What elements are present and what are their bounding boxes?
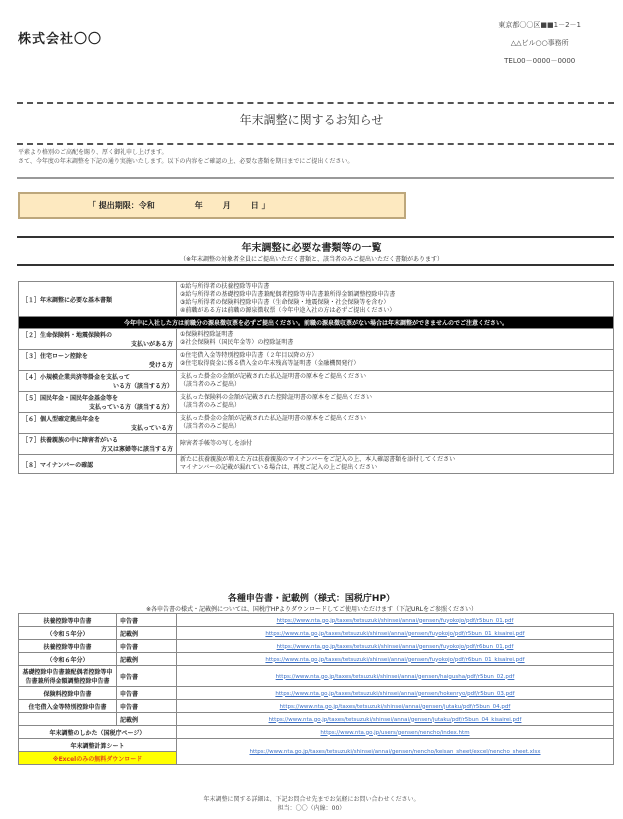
description-line: 障害者手帳等の写しを添付 [180, 440, 253, 447]
document-description [177, 329, 614, 350]
documents-list-title: 年末調整に必要な書類等の一覧 [241, 243, 382, 254]
guide-url-cell [177, 726, 614, 739]
form-row [19, 614, 614, 627]
category-label-2: いる方（該当する方） [112, 383, 173, 390]
form-type: 申告書 [117, 666, 177, 687]
form-link[interactable]: https://www.nta.go.jp/taxes/tetsuzuki/shinsei/annai/gensen/fuyokojo/pdf/r5bun_01_kisairei.pdf [265, 630, 525, 637]
form-row [19, 640, 614, 653]
category-label-2: 支払っている方（該当する方） [88, 404, 173, 411]
form-name: 扶養控除等申告書 [19, 614, 117, 627]
description-line: ②社会保険料（国民年金等）の控除証明書 [180, 339, 294, 346]
form-name: 基礎控除申告書兼配偶者控除等申告書兼所得金額調整控除申告書 [19, 666, 117, 687]
form-url-cell [177, 640, 614, 653]
form-type: 記載例 [117, 653, 177, 666]
footer-line-1: 年末調整に関する詳細は、下記お問合せ先までお気軽にお問い合わせください。 [203, 796, 420, 803]
document-row [19, 282, 614, 317]
documents-list-subtitle: （※年末調整の対象者全員にご提出いただく書類と、該当者のみご提出いただく書類があります） [179, 256, 444, 263]
description-line: ①保険料控除証明書 [180, 331, 234, 338]
footer [0, 795, 623, 813]
company-name: 株式会社〇〇 [18, 32, 103, 47]
intro-line-1: 平素より格別のご高配を賜り、厚く御礼申し上げます。 [18, 149, 168, 156]
deadline-label: 「 提出期限：令和 [88, 201, 155, 210]
form-url-cell [177, 614, 614, 627]
document-row [19, 413, 614, 434]
description-line: ①住宅借入金等特別控除申告書（２年目以降の方） [180, 352, 318, 359]
document-category [19, 413, 177, 434]
category-label: ［７］扶養親族の中に障害者がいる [22, 437, 119, 444]
divider [17, 264, 614, 266]
form-name [19, 713, 117, 726]
category-label: ［６］個人型確定拠出年金を [22, 416, 101, 423]
form-url-cell [177, 713, 614, 726]
form-name: 保険料控除申告書 [19, 687, 117, 700]
document-row [19, 350, 614, 371]
form-url-cell [177, 627, 614, 640]
description-line: ①給与所得者の扶養控除等申告書 [180, 283, 270, 290]
form-link[interactable]: https://www.nta.go.jp/taxes/tetsuzuki/shinsei/annai/gensen/fuyokojo/pdf/r6bun_01.pdf [276, 643, 514, 650]
notice-bar-row [19, 317, 614, 329]
form-type: 申告書 [117, 640, 177, 653]
guide-label: 年末調整のしかた（国税庁ページ） [19, 726, 177, 739]
form-row [19, 666, 614, 687]
document-category [19, 350, 177, 371]
divider [17, 143, 614, 145]
document-description [177, 392, 614, 413]
document-description [177, 434, 614, 455]
form-url-cell [177, 687, 614, 700]
form-url-cell [177, 666, 614, 687]
document-description [177, 371, 614, 392]
form-row [19, 700, 614, 713]
form-link[interactable]: https://www.nta.go.jp/taxes/tetsuzuki/shinsei/annai/gensen/haigusha/pdf/r5bun_02.pdf [275, 673, 515, 680]
notice-title: 年末調整に関するお知らせ [239, 113, 384, 127]
document-description [177, 282, 614, 317]
document-row [19, 371, 614, 392]
description-line: （該当者のみご提出） [180, 423, 241, 430]
form-url-cell [177, 700, 614, 713]
description-line: 新たに扶養親族が増えた方は扶養親族のマイナンバーをご記入の上、本人確認書類を添付してください [180, 456, 456, 463]
form-type: 記載例 [117, 627, 177, 640]
sheet-row [19, 739, 614, 752]
company-address [498, 16, 581, 70]
form-link[interactable]: https://www.nta.go.jp/taxes/tetsuzuki/shinsei/annai/gensen/fuyokojo/pdf/r5bun_01.pdf [276, 617, 514, 624]
forms-subtitle: ※各申告書の様式・記載例については、国税庁HPよりダウンロードしてご使用いただけます（下記URLをご参照ください） [146, 606, 477, 613]
sheet-url-cell [177, 739, 614, 765]
footer-line-2: 担当：〇〇（内線：00） [277, 805, 346, 812]
guide-row [19, 726, 614, 739]
deadline-year: 年 [194, 201, 203, 210]
form-type: 申告書 [117, 700, 177, 713]
form-type: 記載例 [117, 713, 177, 726]
form-link[interactable]: https://www.nta.go.jp/taxes/tetsuzuki/shinsei/annai/gensen/fuyokojo/pdf/r6bun_01_kisairei.pdf [265, 656, 525, 663]
form-row [19, 627, 614, 640]
divider [17, 102, 614, 104]
description-line: （該当者のみご提出） [180, 381, 241, 388]
description-line: （該当者のみご提出） [180, 402, 241, 409]
document-row [19, 455, 614, 474]
form-type: 申告書 [117, 687, 177, 700]
form-url-cell [177, 653, 614, 666]
divider [17, 236, 614, 238]
category-label: ［５］国民年金・国民年金基金等を [22, 395, 119, 402]
form-link[interactable]: https://www.nta.go.jp/taxes/tetsuzuki/shinsei/annai/gensen/hokenryo/pdf/r5bun_03.pdf [275, 690, 515, 697]
phone-number: TEL00－0000－0000 [504, 57, 576, 65]
document-row [19, 392, 614, 413]
forms-title: 各種申告書・記載例（様式：国税庁HP） [227, 594, 396, 604]
form-type: 申告書 [117, 614, 177, 627]
description-line: 支払った掛金の金額が記載された払込証明書の原本をご提出ください [180, 415, 367, 422]
category-label-2: 受ける方 [148, 362, 173, 369]
description-line: ②給与所得者の基礎控除申告書兼配偶者控除等申告書兼所得金額調整控除申告書 [180, 291, 396, 298]
description-line: マイナンバーの記載が漏れている場合は、再度ご記入の上ご提出ください [180, 464, 378, 471]
sheet-link[interactable]: https://www.nta.go.jp/taxes/tetsuzuki/shinsei/annai/gensen/nencho/keisan_sheet/excel/nencho_sheet.xlsx [249, 749, 541, 755]
category-label-2: 方又は寡婦等に該当する方 [100, 446, 173, 453]
description-line: ②住宅取得資金に係る借入金の年末残高等証明書（金融機関発行） [180, 360, 360, 367]
notice-bar: 今年中に入社した方は前職分の源泉徴収票を必ずご提出ください。前職の源泉徴収票がない場合は年末調整ができませんのでご注意ください。 [19, 317, 614, 329]
description-line: 支払った保険料の金額が記載された控除証明書の原本をご提出ください [180, 394, 373, 401]
document-description [177, 413, 614, 434]
category-label: ［４］小規模企業共済等掛金を支払って [22, 374, 131, 381]
form-name: （令和５年分） [19, 627, 117, 640]
document-category [19, 455, 177, 474]
document-category [19, 282, 177, 317]
sheet-highlight: ※Excelのみの無料ダウンロード [19, 752, 177, 765]
deadline-month: 月 [222, 201, 231, 210]
document-category [19, 371, 177, 392]
forms-table [18, 613, 614, 765]
form-name: 住宅借入金等特別控除申告書 [19, 700, 117, 713]
document-description [177, 455, 614, 474]
category-label: ［８］マイナンバーの確認 [22, 461, 94, 469]
document-category [19, 434, 177, 455]
category-label-2: 支払っている方 [130, 425, 173, 432]
document-category [19, 329, 177, 350]
intro-line-2: さて、今年度の年末調整を下記の通り実施いたします。以下の内容をご確認の上、必要な書類を期日までにご提出ください。 [18, 158, 354, 165]
document-row [19, 329, 614, 350]
form-row [19, 653, 614, 666]
form-link[interactable]: https://www.nta.go.jp/taxes/tetsuzuki/shinsei/annai/gensen/jutaku/pdf/r5bun_04_kisairei.pdf [268, 716, 522, 723]
sheet-label: 年末調整計算シート [19, 739, 177, 752]
deadline-day: 日 」 [250, 201, 270, 210]
address-line-2: △△ビル○○事務所 [510, 39, 569, 47]
form-row [19, 713, 614, 726]
intro-text [18, 148, 353, 166]
form-name: 扶養控除等申告書 [19, 640, 117, 653]
form-link[interactable]: https://www.nta.go.jp/taxes/tetsuzuki/shinsei/annai/gensen/jutaku/pdf/r5bun_04.pdf [279, 703, 511, 710]
description-line: ④前職がある方は前職の源泉徴収票（今年中途入社の方は必ずご提出ください） [180, 307, 396, 314]
form-row [19, 687, 614, 700]
category-label: ［３］住宅ローン控除を [22, 353, 88, 360]
form-name: （令和６年分） [19, 653, 117, 666]
required-documents-table [18, 281, 614, 474]
document-category [19, 392, 177, 413]
deadline-box [18, 192, 406, 219]
description-line: ③給与所得者の保険料控除申告書（生命保険・地震保険・社会保険等を含む） [180, 299, 390, 306]
document-row [19, 434, 614, 455]
divider [17, 177, 614, 179]
description-line: 支払った掛金の金額が記載された払込証明書の原本をご提出ください [180, 373, 367, 380]
guide-link[interactable]: https://www.nta.go.jp/users/gensen/nencho/index.htm [320, 729, 470, 736]
category-label: ［１］年末調整に必要な基本書類 [22, 296, 113, 304]
category-label: ［２］生命保険料・地震保険料の [22, 332, 113, 339]
category-label-2: 支払いがある方 [130, 341, 173, 348]
address-line-1: 東京都〇〇区■■1－2－1 [498, 21, 581, 29]
document-description [177, 350, 614, 371]
